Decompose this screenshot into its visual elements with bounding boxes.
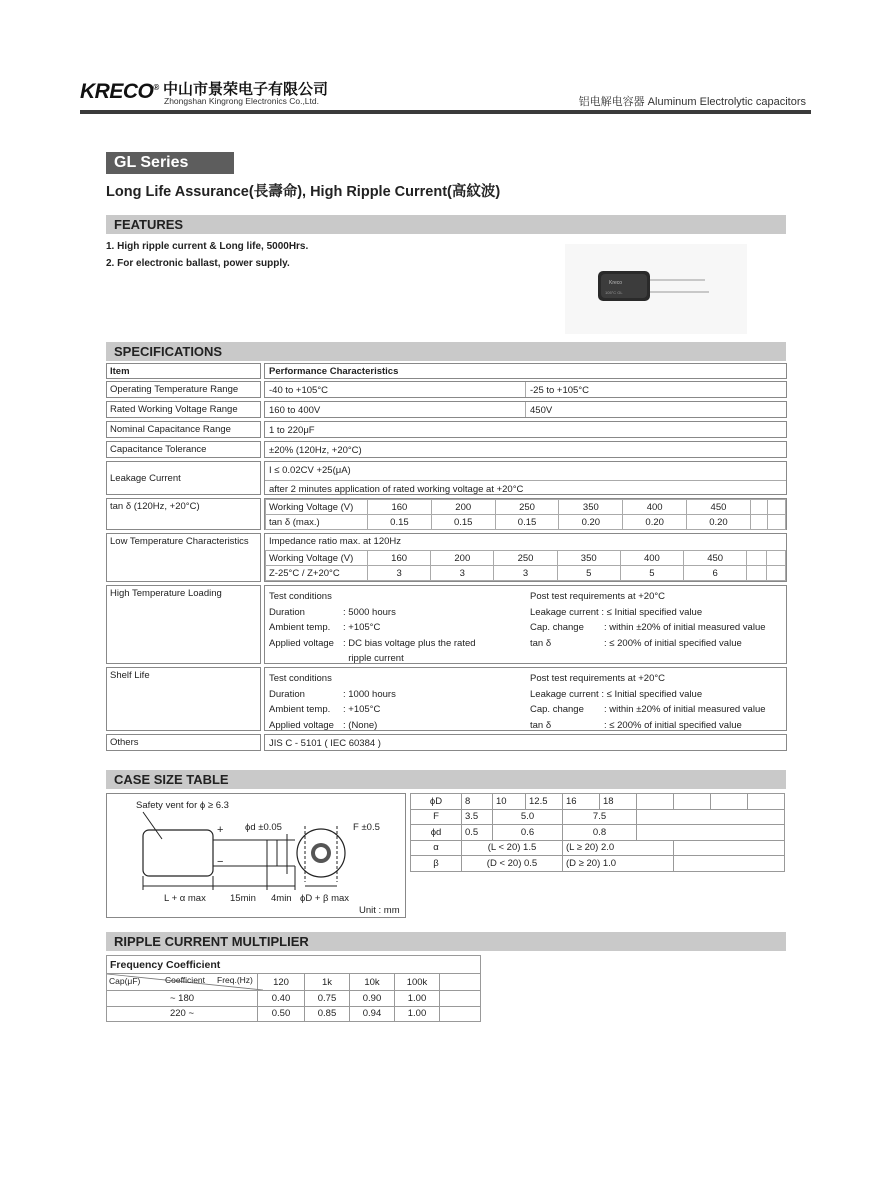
spec-label-shelf-life: Shelf Life — [106, 667, 261, 731]
spec-label-capacitance: Nominal Capacitance Range — [106, 421, 261, 438]
table-row: F 3.5 5.0 7.5 — [411, 809, 785, 825]
others-value: JIS C - 5101 ( IEC 60384 ) — [264, 734, 787, 751]
spec-label-others: Others — [106, 734, 261, 751]
table-row: Cap(μF) Coefficient Freq.(Hz) 120 1k 10k 100k — [107, 974, 481, 991]
plus-sign: + — [217, 824, 224, 836]
specifications-table — [106, 363, 787, 754]
table-row: ~ 180 0.40 0.75 0.90 1.00 — [107, 991, 481, 1007]
tolerance-value: ±20% (120Hz, +20°C) — [264, 441, 787, 458]
table-row: ϕd 0.5 0.6 0.8 — [411, 825, 785, 841]
unit-label: Unit : mm — [359, 905, 400, 916]
lead-diameter-label: ϕd ±0.05 — [245, 822, 282, 833]
table-row: 220 ~ 0.50 0.85 0.94 1.00 — [107, 1006, 481, 1022]
series-title: GL Series — [106, 152, 234, 174]
safety-vent-label: Safety vent for ϕ ≥ 6.3 — [136, 800, 229, 811]
tan-delta-table — [265, 499, 786, 530]
length-label: L + α max — [164, 893, 206, 904]
capacitance-value: 1 to 220μF — [264, 421, 787, 438]
case-size-table — [410, 793, 785, 872]
table-row: β (D < 20) 0.5 (D ≥ 20) 1.0 — [411, 856, 785, 872]
ripple-heading: RIPPLE CURRENT MULTIPLIER — [106, 932, 786, 951]
spec-label-tan-delta: tan δ (120Hz, +20°C) — [106, 498, 261, 530]
feature-item: 1. High ripple current & Long life, 5000Hrs. — [106, 241, 309, 252]
low-temp-table — [265, 550, 786, 581]
spec-label-high-temp: High Temperature Loading — [106, 585, 261, 664]
spec-header-item: Item — [106, 363, 261, 379]
table-row: ϕD 8 10 12.5 16 18 — [411, 794, 785, 810]
leakage-condition: after 2 minutes application of rated working voltage at +20°C — [265, 480, 786, 499]
diagonal-header-cell: Cap(μF) Coefficient Freq.(Hz) — [107, 974, 258, 991]
spec-header-performance: Performance Characteristics — [264, 363, 787, 379]
spec-label-tolerance: Capacitance Tolerance — [106, 441, 261, 458]
op-temp-b: -25 to +105°C — [525, 382, 786, 397]
table-row: Working Voltage (V) 160 200 250 350 400 450 — [266, 551, 786, 566]
company-name-en: Zhongshan Kingrong Electronics Co.,Ltd. — [164, 96, 319, 106]
product-category: 铝电解电容器 Aluminum Electrolytic capacitors — [578, 96, 806, 108]
series-subtitle: Long Life Assurance(長壽命), High Ripple Current(高紋波) — [106, 184, 501, 200]
dimension-drawing — [106, 793, 406, 918]
svg-text:105°C GL: 105°C GL — [605, 290, 623, 295]
lead-min-label: 4min — [271, 893, 292, 904]
company-name-cn: 中山市景荣电子有限公司 — [163, 81, 329, 98]
header-divider — [80, 110, 811, 114]
ripple-multiplier-table — [106, 955, 481, 1022]
brand-logo: KRECO® — [80, 80, 159, 103]
feature-item: 2. For electronic ballast, power supply. — [106, 258, 290, 269]
spec-label-low-temp: Low Temperature Characteristics — [106, 533, 261, 582]
diameter-label: ϕD + β max — [300, 893, 350, 904]
frequency-coefficient-title: Frequency Coefficient — [107, 956, 481, 974]
leakage-formula: I ≤ 0.02CV +25(μA) — [269, 465, 351, 476]
high-temp-conditions: Test conditions Duration : 5000 hours Ambient temp. : +105°C Applied voltage : DC bias voltage plus the rated ripple current Post test requirements at +20°C Leakage current : ≤ Initial specified value Cap. change : within ±20% of initial measured value tan δ : ≤ 200% of initial specified value — [264, 585, 787, 664]
product-photo — [565, 244, 747, 334]
case-size-heading: CASE SIZE TABLE — [106, 770, 786, 789]
op-temp-a: -40 to +105°C — [269, 385, 328, 396]
lead-spacing-label: F ±0.5 — [353, 822, 380, 833]
rated-voltage-b: 450V — [525, 402, 786, 417]
specifications-heading: SPECIFICATIONS — [106, 342, 786, 361]
features-heading: FEATURES — [106, 215, 786, 234]
table-row: α (L < 20) 1.5 (L ≥ 20) 2.0 — [411, 840, 785, 856]
spec-label-op-temp: Operating Temperature Range — [106, 381, 261, 398]
minus-sign: − — [217, 856, 224, 868]
spec-label-leakage: Leakage Current — [106, 461, 261, 495]
table-row: tan δ (max.) 0.15 0.15 0.15 0.20 0.20 0.20 — [266, 515, 786, 530]
table-row: Z-25°C / Z+20°C 3 3 3 5 5 6 — [266, 566, 786, 581]
shelf-life-conditions: Test conditions Duration : 1000 hours Ambient temp. : +105°C Applied voltage : (None) Post test requirements at +20°C Leakage current : ≤ Initial specified value Cap. change : within ±20% of initial measured value tan δ : ≤ 200% of initial specified value — [264, 667, 787, 731]
svg-text:Kreco: Kreco — [609, 280, 623, 286]
rated-voltage-a: 160 to 400V — [269, 405, 321, 416]
table-row: Working Voltage (V) 160 200 250 350 400 450 — [266, 500, 786, 515]
low-temp-heading: Impedance ratio max. at 120Hz — [269, 536, 402, 547]
spec-label-rated-voltage: Rated Working Voltage Range — [106, 401, 261, 418]
lead-length-label: 15min — [230, 893, 256, 904]
table-row — [107, 956, 481, 974]
